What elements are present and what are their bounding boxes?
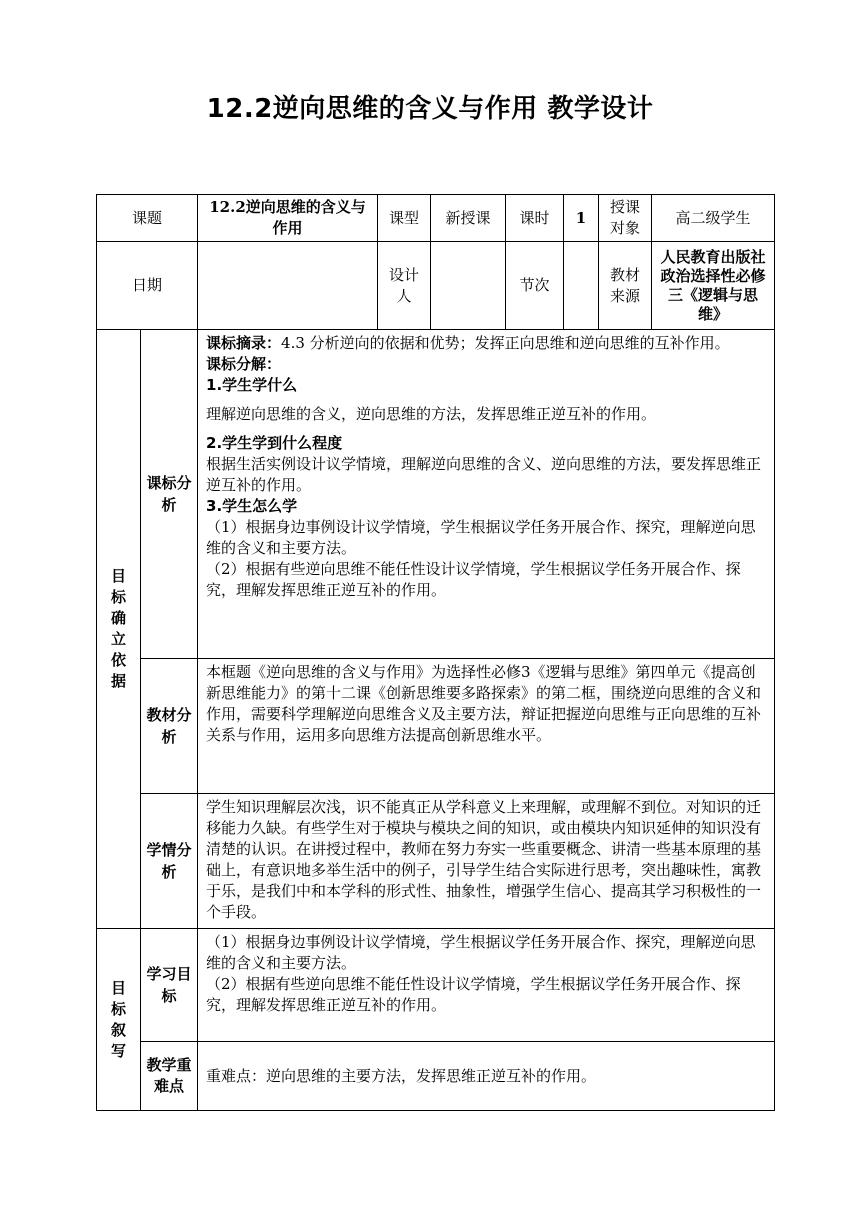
period-value (564, 242, 599, 330)
lesson-plan-table (96, 194, 775, 1111)
audience-value: 高二级学生 (652, 195, 775, 242)
source-label: 教材来源 (599, 242, 652, 330)
learner-text: 学生知识理解层次浅，识不能真正从学科意义上来理解，或理解不到位。对知识的迁移能力久缺。有些学生对于模块与模块之间的知识，或由模块内知识延伸的知识没有清楚的认识。在讲授过程中，教师在努力夯实一些重要概念、讲清一些基本原理的基础上，有意识地多举生活中的例子，引导学生结合实际进行思考，突出趣味性，寓教于乐，是我们中和本学科的形式性、抽象性，增强学生信心、提高其学习积极性的一个手段。 (206, 798, 762, 921)
q1-heading: 1.学生学什么 (206, 376, 298, 394)
keypoints-text: 重难点：逆向思维的主要方法，发挥思维正逆互补的作用。 (206, 1066, 597, 1085)
designer-value (431, 242, 506, 330)
learner-content (198, 794, 775, 929)
keypoints-content (198, 1042, 775, 1111)
audience-label: 授课对象 (599, 195, 652, 242)
learner-row (97, 794, 775, 929)
textbook-text: 本框题《逆向思维的含义与作用》为选择性必修3《逻辑与思维》第四单元《提高创新思维能力》的第十二课《创新思维要多路探索》的第二框，围绕逆向思维的含义和作用，需要科学理解逆向思维含义及主要方法，辩证把握逆向思维与正向思维的互补关系与作用，运用多向思维方法提高创新思维水平。 (206, 663, 762, 744)
date-label: 日期 (97, 242, 198, 330)
page-title: 12.2逆向思维的含义与作用 教学设计 (206, 94, 654, 124)
type-value: 新授课 (431, 195, 506, 242)
basis-section-label: 目 标 确 立 依 据 (97, 330, 141, 929)
q1-text: 理解逆向思维的含义，逆向思维的方法，发挥思维正逆互补的作用。 (206, 405, 657, 423)
objectives-content (198, 929, 775, 1042)
topic-value: 12.2逆向思维的含义与作用 (198, 195, 378, 242)
standard-row (97, 330, 775, 659)
textbook-label: 教材分析 (141, 659, 198, 794)
objectives-row (97, 929, 775, 1042)
q2-heading: 2.学生学到什么程度 (206, 434, 343, 452)
keypoints-row (97, 1042, 775, 1111)
q2-text: 根据生活实例设计议学情境，理解逆向思维的含义、逆向思维的方法，要发挥思维正逆互补的作用。 (206, 455, 762, 494)
textbook-row (97, 659, 775, 794)
learner-label: 学情分析 (141, 794, 198, 929)
objectives-label: 学习目标 (141, 929, 198, 1042)
keypoints-label: 教学重难点 (141, 1042, 198, 1111)
excerpt-heading: 课标摘录： (206, 334, 282, 352)
standard-label: 课标分析 (141, 330, 198, 659)
period-label: 节次 (506, 242, 564, 330)
standard-content (198, 330, 775, 659)
excerpt-text: 4.3 分析逆向的依据和优势；发挥正向思维和逆向思维的互补作用。 (281, 334, 730, 352)
goals-section-label: 目 标 叙 写 (97, 929, 141, 1111)
info-row-2 (97, 242, 775, 330)
textbook-content (198, 659, 775, 794)
objective-2: （2）根据有些逆向思维不能任性设计议学情境，学生根据议学任务开展合作、探究，理解发挥思维正逆互补的作用。 (206, 975, 741, 1014)
breakdown-heading: 课标分解： (206, 355, 282, 373)
q3-item-1: （1）根据身边事例设计议学情境，学生根据议学任务开展合作、探究，理解逆向思维的含义和主要方法。 (206, 518, 756, 557)
info-row-1 (97, 195, 775, 242)
hours-label: 课时 (506, 195, 564, 242)
hours-value: 1 (564, 195, 599, 242)
q3-item-2: （2）根据有些逆向思维不能任性设计议学情境，学生根据议学任务开展合作、探究，理解发挥思维正逆互补的作用。 (206, 560, 741, 599)
designer-label: 设计人 (378, 242, 431, 330)
type-label: 课型 (378, 195, 431, 242)
q3-heading: 3.学生怎么学 (206, 497, 298, 515)
objective-1: （1）根据身边事例设计议学情境，学生根据议学任务开展合作、探究，理解逆向思维的含义和主要方法。 (206, 933, 756, 972)
source-value: 人民教育出版社政治选择性必修三《逻辑与思维》 (652, 242, 775, 330)
date-value (198, 242, 378, 330)
topic-label: 课题 (97, 195, 198, 242)
